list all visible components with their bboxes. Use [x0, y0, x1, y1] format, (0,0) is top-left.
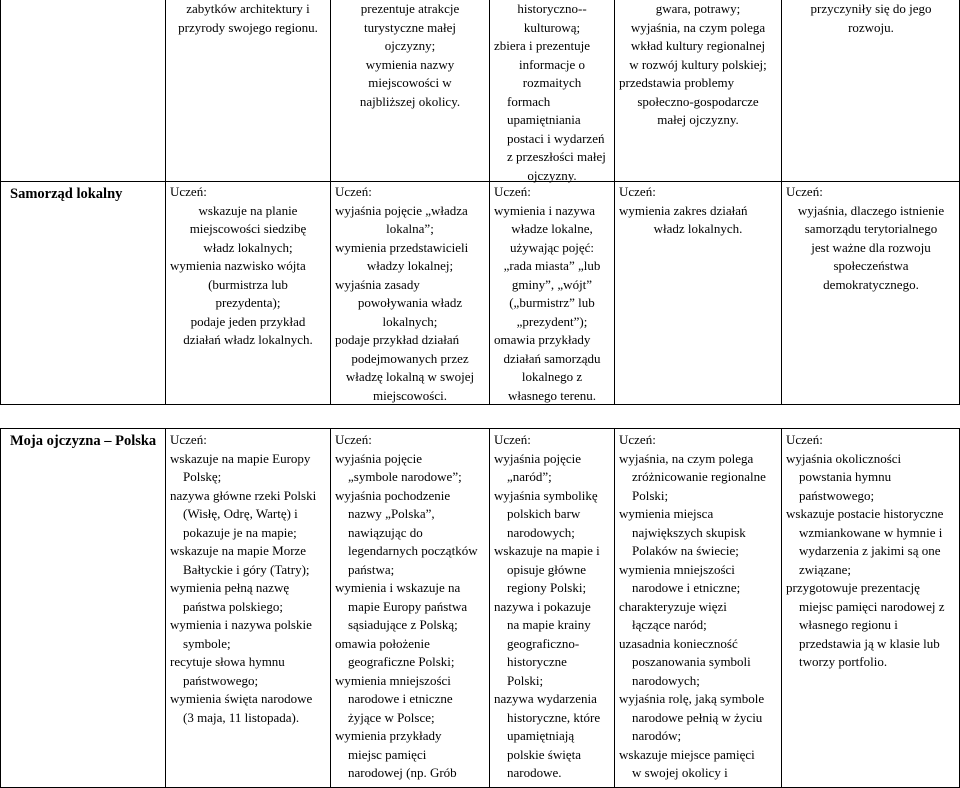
cell-line: mapie Europy państwa: [348, 598, 468, 614]
column-divider: [165, 429, 166, 787]
cell-line: władz lokalnych;: [203, 239, 293, 255]
cell-line: wymienia nazwisko wójta: [170, 258, 306, 273]
cell-line: wyjaśnia pojęcie „władza: [335, 202, 468, 218]
cell-line: charakteryzuje więzi: [619, 598, 727, 614]
row0-cell3: [494, 0, 610, 185]
cell-line: regiony Polski;: [507, 580, 587, 595]
cell-line: wymienia święta narodowe: [170, 691, 313, 706]
cell-line: „prezydent”);: [516, 313, 588, 329]
cell-line: przygotowuje prezentację: [786, 580, 920, 595]
cell-line: pokazuje je na mapie;: [183, 524, 297, 540]
cell-line: opisuje główne: [507, 561, 587, 577]
table-lower: [0, 428, 960, 788]
cell-line: wymienia i nazywa: [494, 202, 596, 218]
cell-line: wyjaśnia rolę, jaką symbole: [619, 691, 765, 706]
cell-line: historyczne: [507, 654, 567, 669]
cell-line: zróżnicowanie regionalne: [632, 469, 766, 484]
column-divider: [489, 0, 490, 404]
cell-line: wymienia zakres działań: [619, 202, 748, 218]
cell-line: własnego terenu.: [507, 387, 597, 403]
cell-line: prezentuje atrakcje: [360, 1, 460, 16]
row1-cell5: [786, 183, 956, 294]
cell-line: wyjaśnia pojęcie: [494, 450, 581, 466]
cell-line: podaje jeden przykład: [190, 313, 306, 329]
cell-line: nazywa i pokazuje: [494, 598, 591, 614]
cell-line: wymienia miejsca: [619, 506, 714, 521]
cell-line: miejscowości siedzibę: [189, 221, 307, 236]
cell-line: wzmiankowane w hymnie i: [799, 524, 943, 540]
cell-line: państwa polskiego;: [183, 598, 284, 614]
cell-line: wymienia i nazywa polskie: [170, 617, 312, 632]
cell-line: Polskę;: [183, 469, 222, 484]
cell-line: ojczyzny.: [527, 167, 577, 183]
cell-line: wkład kultury regionalnej: [630, 38, 766, 53]
cell-line: żyjące w Polsce;: [348, 709, 435, 725]
cell-line: rozwoju.: [848, 19, 894, 35]
row2-cell4: [619, 431, 777, 783]
cell-line: wymienia mniejszości: [619, 561, 735, 577]
row0-cell5: [786, 0, 956, 37]
cell-line: rozmaitych: [522, 75, 582, 90]
cell-line: narodowe i etniczne;: [632, 580, 741, 595]
cell-line: władze lokalne,: [511, 221, 593, 236]
row1-cell4: [619, 183, 777, 239]
row2-cell3: [494, 431, 610, 783]
cell-line: jest ważne dla rozwoju: [811, 239, 931, 255]
cell-line: wyjaśnia okoliczności: [786, 450, 902, 466]
cell-line: Bałtyckie i góry (Tatry);: [183, 561, 310, 577]
cell-line: nazywa główne rzeki Polski: [170, 487, 317, 503]
cell-line: przyczyniły się do jego: [810, 1, 932, 16]
cell-line: Polski;: [507, 672, 544, 688]
cell-line: wymienia nazwy: [365, 56, 455, 72]
topic-samorzad-lokalny: Samorząd lokalny: [10, 186, 123, 202]
cell-line: wyjaśnia, dlaczego istnienie: [797, 202, 945, 218]
cell-line: samorządu terytorialnego: [804, 221, 938, 236]
cell-line: miejsc pamięci: [348, 746, 427, 762]
cell-line: wyjaśnia pochodzenie: [335, 487, 451, 503]
row-divider: [1, 181, 959, 182]
cell-line: działań samorządu: [503, 350, 601, 366]
cell-line: wymienia przedstawicieli: [335, 239, 469, 255]
cell-line: „symbole narodowe”;: [348, 469, 462, 484]
cell-line: miejscowości.: [372, 387, 447, 403]
row1-cell2: [335, 183, 485, 405]
cell-line: sąsiadujące z Polską;: [348, 617, 458, 632]
cell-line: władzę lokalną w swojej: [345, 369, 475, 384]
cell-line: geograficzne Polski;: [348, 654, 455, 669]
cell-line: symbole;: [183, 635, 231, 651]
cell-line: kulturową;: [523, 19, 581, 35]
column-divider: [614, 0, 615, 404]
cell-line: wskazuje postacie historyczne: [786, 506, 944, 521]
cell-line: wymienia i wskazuje na: [335, 580, 461, 595]
cell-line: upamiętniania: [507, 112, 581, 127]
cell-line: nazywa wydarzenia: [494, 691, 597, 706]
cell-line: łączące naród;: [632, 617, 707, 632]
cell-line: omawia przykłady: [494, 332, 591, 347]
cell-line: wskazuje na mapie Morze: [170, 543, 307, 558]
column-divider: [489, 429, 490, 787]
cell-line: omawia położenie: [335, 635, 430, 651]
cell-line: uzasadnia konieczność: [619, 635, 738, 651]
row2-cell5: [786, 431, 956, 672]
cell-line: własnego regionu i: [799, 617, 898, 632]
cell-line: wymienia pełną nazwę: [170, 580, 290, 595]
cell-line: z przeszłości małej: [507, 149, 606, 164]
cell-line: geograficzno-: [507, 635, 580, 651]
cell-line: przedstawia ją w klasie lub: [799, 635, 940, 651]
cell-line: wymienia mniejszości: [335, 672, 451, 688]
cell-line: (burmistrza lub: [208, 276, 288, 292]
cell-line: używając pojęć:: [509, 239, 595, 255]
cell-line: poszanowania symboli: [632, 654, 751, 669]
cell-line: „rada miasta” „lub: [503, 258, 601, 273]
cell-line: gwara, potrawy;: [655, 1, 741, 16]
cell-line: powoływania władz: [357, 295, 463, 310]
cell-line: przedstawia problemy: [619, 75, 735, 90]
cell-line: ojczyzny;: [384, 38, 436, 53]
cell-line: („burmistrz” lub: [509, 295, 595, 310]
cell-line: miejsc pamięci narodowej z: [799, 598, 945, 614]
cell-line: w rozwój kultury polskiej;: [629, 56, 767, 72]
cell-line: lokalnego z: [521, 369, 583, 384]
cell-line: na mapie krainy: [507, 617, 591, 632]
cell-line: wskazuje na mapie Europy: [170, 450, 311, 466]
topic-moja-ojczyzna: Moja ojczyzna – Polska: [10, 433, 157, 449]
row0-cell2: [335, 0, 485, 111]
cell-line: Polaków na świecie;: [632, 543, 739, 558]
row2-cell1: [170, 431, 326, 727]
column-divider: [614, 429, 615, 787]
cell-line: (Wisłę, Odrę, Wartę) i: [183, 506, 298, 521]
cell-line: działań władz lokalnych.: [183, 332, 313, 347]
cell-line: miejscowości w: [368, 75, 452, 90]
cell-line: Uczeń:: [170, 432, 207, 447]
column-divider: [781, 0, 782, 404]
cell-line: wydarzenia z jakimi są one: [799, 543, 941, 558]
cell-line: Uczeń:: [335, 432, 372, 447]
cell-line: turystyczne małej: [363, 19, 457, 35]
cell-line: polskie święta: [507, 746, 582, 762]
cell-line: narodowe.: [507, 765, 562, 780]
cell-line: upamiętniają: [507, 728, 575, 743]
cell-line: społeczno-gospodarcze: [637, 93, 759, 109]
cell-line: przyrody swojego regionu.: [178, 19, 318, 35]
cell-line: powstania hymnu: [799, 469, 892, 484]
cell-line: wskazuje na mapie i: [494, 543, 600, 558]
cell-line: wymienia przykłady: [335, 728, 442, 743]
cell-line: tworzy portfolio.: [799, 654, 888, 669]
cell-line: wyjaśnia, na czym polega: [619, 450, 754, 466]
cell-line: Uczeń:: [494, 432, 531, 447]
cell-line: Uczeń:: [786, 184, 823, 199]
cell-line: wskazuje miejsce pamięci: [619, 746, 755, 762]
row0-cell1: [170, 0, 326, 37]
cell-line: Uczeń:: [619, 432, 656, 447]
row1-cell1: [170, 183, 326, 350]
cell-line: wyjaśnia symbolikę: [494, 487, 598, 503]
cell-line: informacje o: [518, 56, 586, 72]
cell-line: recytuje słowa hymnu: [170, 654, 285, 669]
row1-cell3: [494, 183, 610, 405]
cell-line: prezydenta);: [215, 295, 281, 310]
column-divider: [165, 0, 166, 404]
column-divider: [781, 429, 782, 787]
cell-line: zbiera i prezentuje: [494, 38, 590, 53]
cell-line: najbliższej okolicy.: [359, 93, 461, 109]
column-divider: [330, 0, 331, 404]
cell-line: zabytków architektury i: [186, 1, 310, 16]
row2-cell2: [335, 431, 485, 783]
cell-line: legendarnych początków: [348, 543, 478, 558]
cell-line: w swojej okolicy i: [632, 765, 728, 780]
cell-line: wyjaśnia pojęcie: [335, 450, 422, 466]
cell-line: Uczeń:: [619, 184, 656, 199]
cell-line: władz lokalnych.: [653, 221, 743, 236]
cell-line: polskich barw: [507, 506, 581, 521]
cell-line: narodów;: [632, 728, 682, 743]
cell-line: nawiązując do: [348, 524, 423, 540]
cell-line: Uczeń:: [786, 432, 823, 447]
row0-cell4: [619, 0, 777, 130]
cell-line: narodowych;: [507, 524, 575, 540]
cell-line: narodowej (np. Grób: [348, 765, 457, 780]
cell-line: postaci i wydarzeń: [507, 130, 605, 146]
cell-line: władzy lokalnej;: [366, 258, 454, 273]
column-divider: [330, 429, 331, 787]
cell-line: wyjaśnia, na czym polega: [630, 19, 766, 35]
cell-line: nazwy „Polska”,: [348, 506, 435, 521]
cell-line: historyczne, które: [507, 709, 601, 725]
cell-line: wyjaśnia zasady: [335, 276, 420, 292]
cell-line: podaje przykład działań: [335, 332, 460, 347]
cell-line: związane;: [799, 561, 851, 577]
cell-line: lokalnych;: [382, 313, 438, 329]
cell-line: „naród”;: [507, 469, 552, 484]
cell-line: państwa;: [348, 561, 395, 577]
cell-line: narodowe i etniczne: [348, 691, 453, 706]
cell-line: narodowych;: [632, 672, 700, 688]
cell-line: społeczeństwa: [833, 258, 909, 273]
cell-line: państwowego;: [183, 672, 259, 688]
cell-line: lokalna”;: [386, 221, 434, 236]
cell-line: Uczeń:: [494, 184, 531, 199]
cell-line: demokratycznego.: [823, 276, 919, 292]
cell-line: formach: [507, 93, 551, 109]
cell-line: narodowe pełnią w życiu: [632, 709, 763, 725]
cell-line: wskazuje na planie: [198, 202, 298, 218]
cell-line: małej ojczyzny.: [657, 112, 739, 127]
cell-line: Uczeń:: [335, 184, 372, 199]
cell-line: (3 maja, 11 listopada).: [183, 709, 300, 725]
cell-line: państwowego;: [799, 487, 875, 503]
cell-line: Polski;: [632, 487, 669, 503]
cell-line: historyczno--: [517, 1, 587, 16]
cell-line: podejmowanych przez: [351, 350, 469, 366]
cell-line: największych skupisk: [632, 524, 746, 540]
cell-line: gminy”, „wójt”: [511, 276, 593, 292]
cell-line: Uczeń:: [170, 184, 207, 199]
